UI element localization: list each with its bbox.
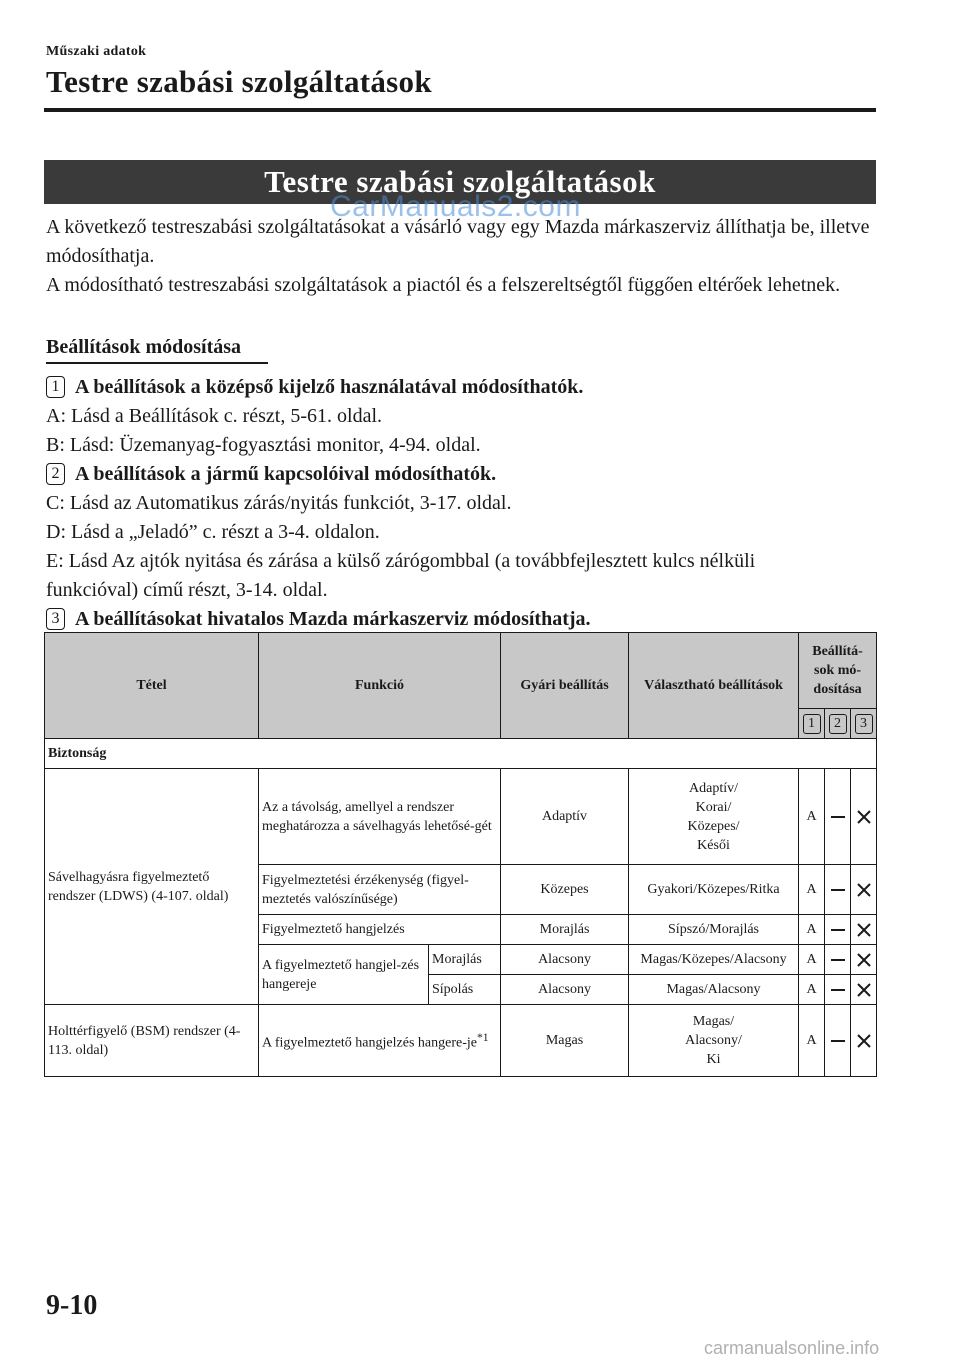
header-badge-cell-3 [851,709,877,739]
ldws-function-3: Figyelmeztető hangjelzés [259,915,501,945]
bsm-factory: Magas [501,1005,629,1077]
cross-icon [856,982,872,998]
ldws-item: Sávelhagyásra figyelmeztető rendszer (LDWS) (4-107. oldal) [45,769,259,1005]
header-selectable: Választható beállítások [629,633,799,739]
ldws-volume-method-a-1: A [799,945,825,975]
section-banner: Testre szabási szolgáltatások [44,160,876,204]
ldws-volume-type-1: Morajlás [429,945,501,975]
ldws-volume-factory-2: Alacsony [501,975,629,1005]
ldws-factory-2: Közepes [501,865,629,915]
settings-item-2 [46,460,876,489]
ldws-selectable-2: Gyakori/Közepes/Ritka [629,865,799,915]
header-badge-cell-2 [825,709,851,739]
bsm-function [259,1005,501,1077]
customization-table [44,632,877,1077]
settings-line-c: C: Lásd az Automatikus zárás/nyitás funkciót, 3-17. oldal. [46,492,512,514]
header-item: Tétel [45,633,259,739]
settings-heading-underline [46,362,268,364]
cross-icon [856,922,872,938]
number-badge-2-icon: 2 [829,714,847,734]
bsm-method-3-cell [851,1005,877,1077]
number-badge-3-icon: 3 [855,714,873,734]
ldws-volume-type-2: Sípolás [429,975,501,1005]
page-number: 9-10 [46,1290,98,1321]
ldws-selectable-1-line-1: Adaptív/ [689,780,739,796]
ldws-factory-3: Morajlás [501,915,629,945]
title-divider [44,108,876,112]
cross-icon [856,809,872,825]
bsm-item: Holttérfigyelő (BSM) rendszer (4-113. oldal) [45,1005,259,1077]
intro-paragraph-1: A következő testreszabási szolgáltatásokat a vásárló vagy egy Mazda márkaszerviz állíthatja be, illetve módosíthatja. [46,216,870,267]
ldws-volume-method-2-cell-1 [825,945,851,975]
ldws-factory-1: Adaptív [501,769,629,865]
dash-icon [831,989,845,991]
ldws-method-2-cell-3 [825,915,851,945]
dash-icon [831,1040,845,1042]
number-badge-1-icon: 1 [803,714,821,734]
ldws-selectable-1 [629,769,799,865]
ldws-volume-function: A figyelmeztető hangjel-zés hangereje [259,945,429,1005]
settings-item-1 [46,373,876,402]
number-badge-2-icon: 2 [46,463,65,485]
ldws-volume-method-3-cell-1 [851,945,877,975]
cross-icon [856,952,872,968]
settings-item-2-title: A beállítások a jármű kapcsolóival módosíthatók. [75,463,497,485]
bsm-selectable [629,1005,799,1077]
settings-line-b: B: Lásd: Üzemanyag-fogyasztási monitor, 4-94. oldal. [46,434,481,456]
settings-line-a: A: Lásd a Beállítások c. részt, 5-61. oldal. [46,405,383,427]
number-badge-1-icon: 1 [46,376,65,398]
ldws-selectable-1-line-3: Közepes/ [687,818,740,834]
section-label: Műszaki adatok [46,44,147,59]
ldws-volume-method-a-2: A [799,975,825,1005]
header-modify-line-1: Beállítá- [812,644,863,659]
header-badge-cell-1 [799,709,825,739]
ldws-method-3-cell-3 [851,915,877,945]
ldws-method-3-cell-2 [851,865,877,915]
settings-item-3-title: A beállításokat hivatalos Mazda márkaszerviz módosíthatja. [75,608,591,630]
header-function: Funkció [259,633,501,739]
ldws-function-1: Az a távolság, amellyel a rendszer meghatározza a sávelhagyás lehetősé-gét [259,769,501,865]
ldws-function-2: Figyelmeztetési érzékenység (figyel-meztetés valószínűsége) [259,865,501,915]
watermark-logo: CarManuals2.com [330,190,581,223]
header-modify [799,633,877,709]
category-row: Biztonság [45,739,877,769]
number-badge-3-icon: 3 [46,608,65,630]
dash-icon [831,889,845,891]
ldws-selectable-3: Sípszó/Morajlás [629,915,799,945]
ldws-method-a-2: A [799,865,825,915]
cross-icon [856,882,872,898]
ldws-volume-method-2-cell-2 [825,975,851,1005]
settings-list [46,373,876,634]
ldws-method-3-cell-1 [851,769,877,865]
bsm-function-text: A figyelmeztető hangjelzés hangere-je [262,1035,477,1051]
ldws-method-2-cell-2 [825,865,851,915]
bsm-selectable-line-3: Ki [706,1052,721,1067]
dash-icon [831,959,845,961]
settings-line-e2: funkcióval) című részt, 3-14. oldal. [46,579,328,601]
intro-text [46,213,876,300]
bsm-selectable-line-2: Alacsony/ [685,1033,742,1048]
settings-line-d: D: Lásd a „Jeladó” c. részt a 3-4. oldalon. [46,521,380,543]
page-title: Testre szabási szolgáltatások [46,64,432,99]
intro-paragraph-2: A módosítható testreszabási szolgáltatások a piactól és a felszereltségtől függően eltérőek lehetnek. [46,274,841,296]
ldws-selectable-1-line-4: Késői [697,837,730,853]
bsm-method-2-cell [825,1005,851,1077]
settings-heading: Beállítások módosítása [46,336,242,358]
dash-icon [831,929,845,931]
header-modify-line-3: dosítása [813,682,862,697]
ldws-volume-method-3-cell-2 [851,975,877,1005]
bsm-method-a: A [799,1005,825,1077]
settings-item-3 [46,605,876,634]
bsm-footnote: *1 [476,1031,489,1045]
header-modify-line-2: sok mó- [814,663,862,678]
settings-line-e1: E: Lásd Az ajtók nyitása és zárása a külső zárógombbal (a továbbfejlesztett kulcs nélküli [46,550,756,572]
footer-watermark-url: carmanualsonline.info [704,1338,880,1358]
ldws-method-a-1: A [799,769,825,865]
ldws-volume-factory-1: Alacsony [501,945,629,975]
ldws-volume-selectable-2: Magas/Alacsony [629,975,799,1005]
cross-icon [856,1033,872,1049]
ldws-method-a-3: A [799,915,825,945]
dash-icon [831,816,845,818]
settings-item-1-title: A beállítások a középső kijelző használatával módosíthatók. [75,376,584,398]
header-factory: Gyári beállítás [501,633,629,739]
ldws-volume-selectable-1: Magas/Közepes/Alacsony [629,945,799,975]
bsm-selectable-line-1: Magas/ [692,1014,735,1029]
ldws-method-2-cell-1 [825,769,851,865]
ldws-selectable-1-line-2: Korai/ [695,799,732,815]
